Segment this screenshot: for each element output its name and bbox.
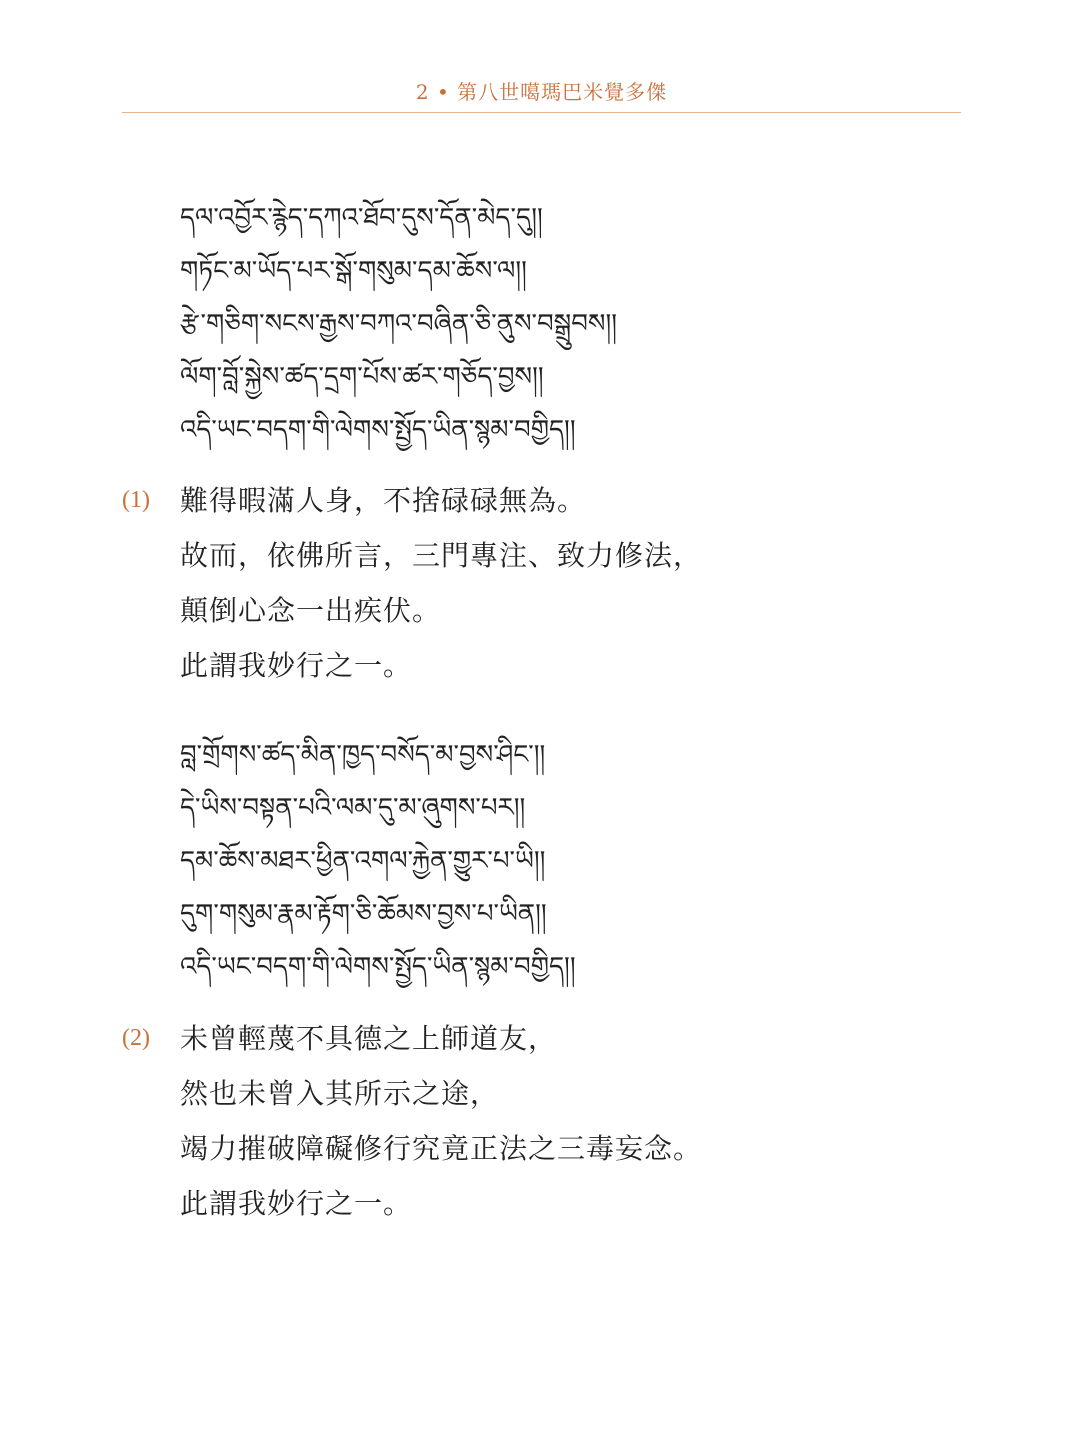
tibetan-verse-1 xyxy=(180,192,780,457)
chinese-line: 故而，依佛所言，三門專注、致力修法， xyxy=(180,539,703,572)
tibetan-line: དམ་ཆོས་མཐར་ཕྱིན་འགལ་རྐྱེན་གྱུར་པ་ཡི།། xyxy=(180,846,546,876)
tibetan-line: འདི་ཡང་བདག་གི་ལེགས་སྤྱོད་ཡིན་སྙམ་བགྱིད།། xyxy=(180,952,576,982)
verse-lines xyxy=(180,473,702,693)
verse-number: (2) xyxy=(122,1025,150,1051)
tibetan-line: ལོག་བློ་སྐྱེས་ཚད་དྲག་པོས་ཚར་གཅོད་བྱས།། xyxy=(180,362,544,392)
chinese-line: 顛倒心念一出疾伏。 xyxy=(180,594,442,627)
chinese-line: 未曾輕蔑不具德之上師道友， xyxy=(180,1022,558,1055)
verse-lines xyxy=(180,1011,702,1231)
tibetan-line: དུག་གསུམ་རྣམ་རྟོག་ཅི་ཆོམས་བྱས་པ་ཡིན།། xyxy=(180,899,547,929)
chinese-line: 竭力摧破障礙修行究竟正法之三毒妄念。 xyxy=(180,1132,703,1165)
tibetan-line: འདི་ཡང་བདག་གི་ལེགས་སྤྱོད་ཡིན་སྙམ་བགྱིད།། xyxy=(180,415,576,445)
tibetan-line: རྩེ་གཅིག་སངས་རྒྱས་བཀའ་བཞིན་ཅི་ནུས་བསྒྲུབས།། xyxy=(180,309,617,339)
tibetan-line: དལ་འབྱོར་རྙེད་དཀའ་ཐོབ་དུས་དོན་མེད་དུ།། xyxy=(180,203,543,233)
tibetan-verse-2 xyxy=(180,729,780,994)
tibetan-line: བླ་གྲོགས་ཚད་མིན་ཁྱད་བསོད་མ་བྱས་ཤིང་།། xyxy=(180,740,546,770)
chinese-line: 然也未曾入其所示之途， xyxy=(180,1077,500,1110)
verse-number: (1) xyxy=(122,487,150,513)
tibetan-line: དེ་ཡིས་བསྟན་པའི་ལམ་དུ་མ་ཞུགས་པར།། xyxy=(180,793,526,823)
running-header: 2 • 第八世噶瑪巴米覺多傑 xyxy=(415,80,668,104)
header-divider xyxy=(122,112,961,113)
chinese-line: 難得暇滿人身，不捨碌碌無為。 xyxy=(180,484,587,517)
tibetan-line: གཏོང་མ་ཡོད་པར་སྒོ་གསུམ་དམ་ཆོས་ལ།། xyxy=(180,256,527,286)
chinese-line: 此謂我妙行之一。 xyxy=(180,1187,413,1220)
chinese-line: 此謂我妙行之一。 xyxy=(180,649,413,682)
